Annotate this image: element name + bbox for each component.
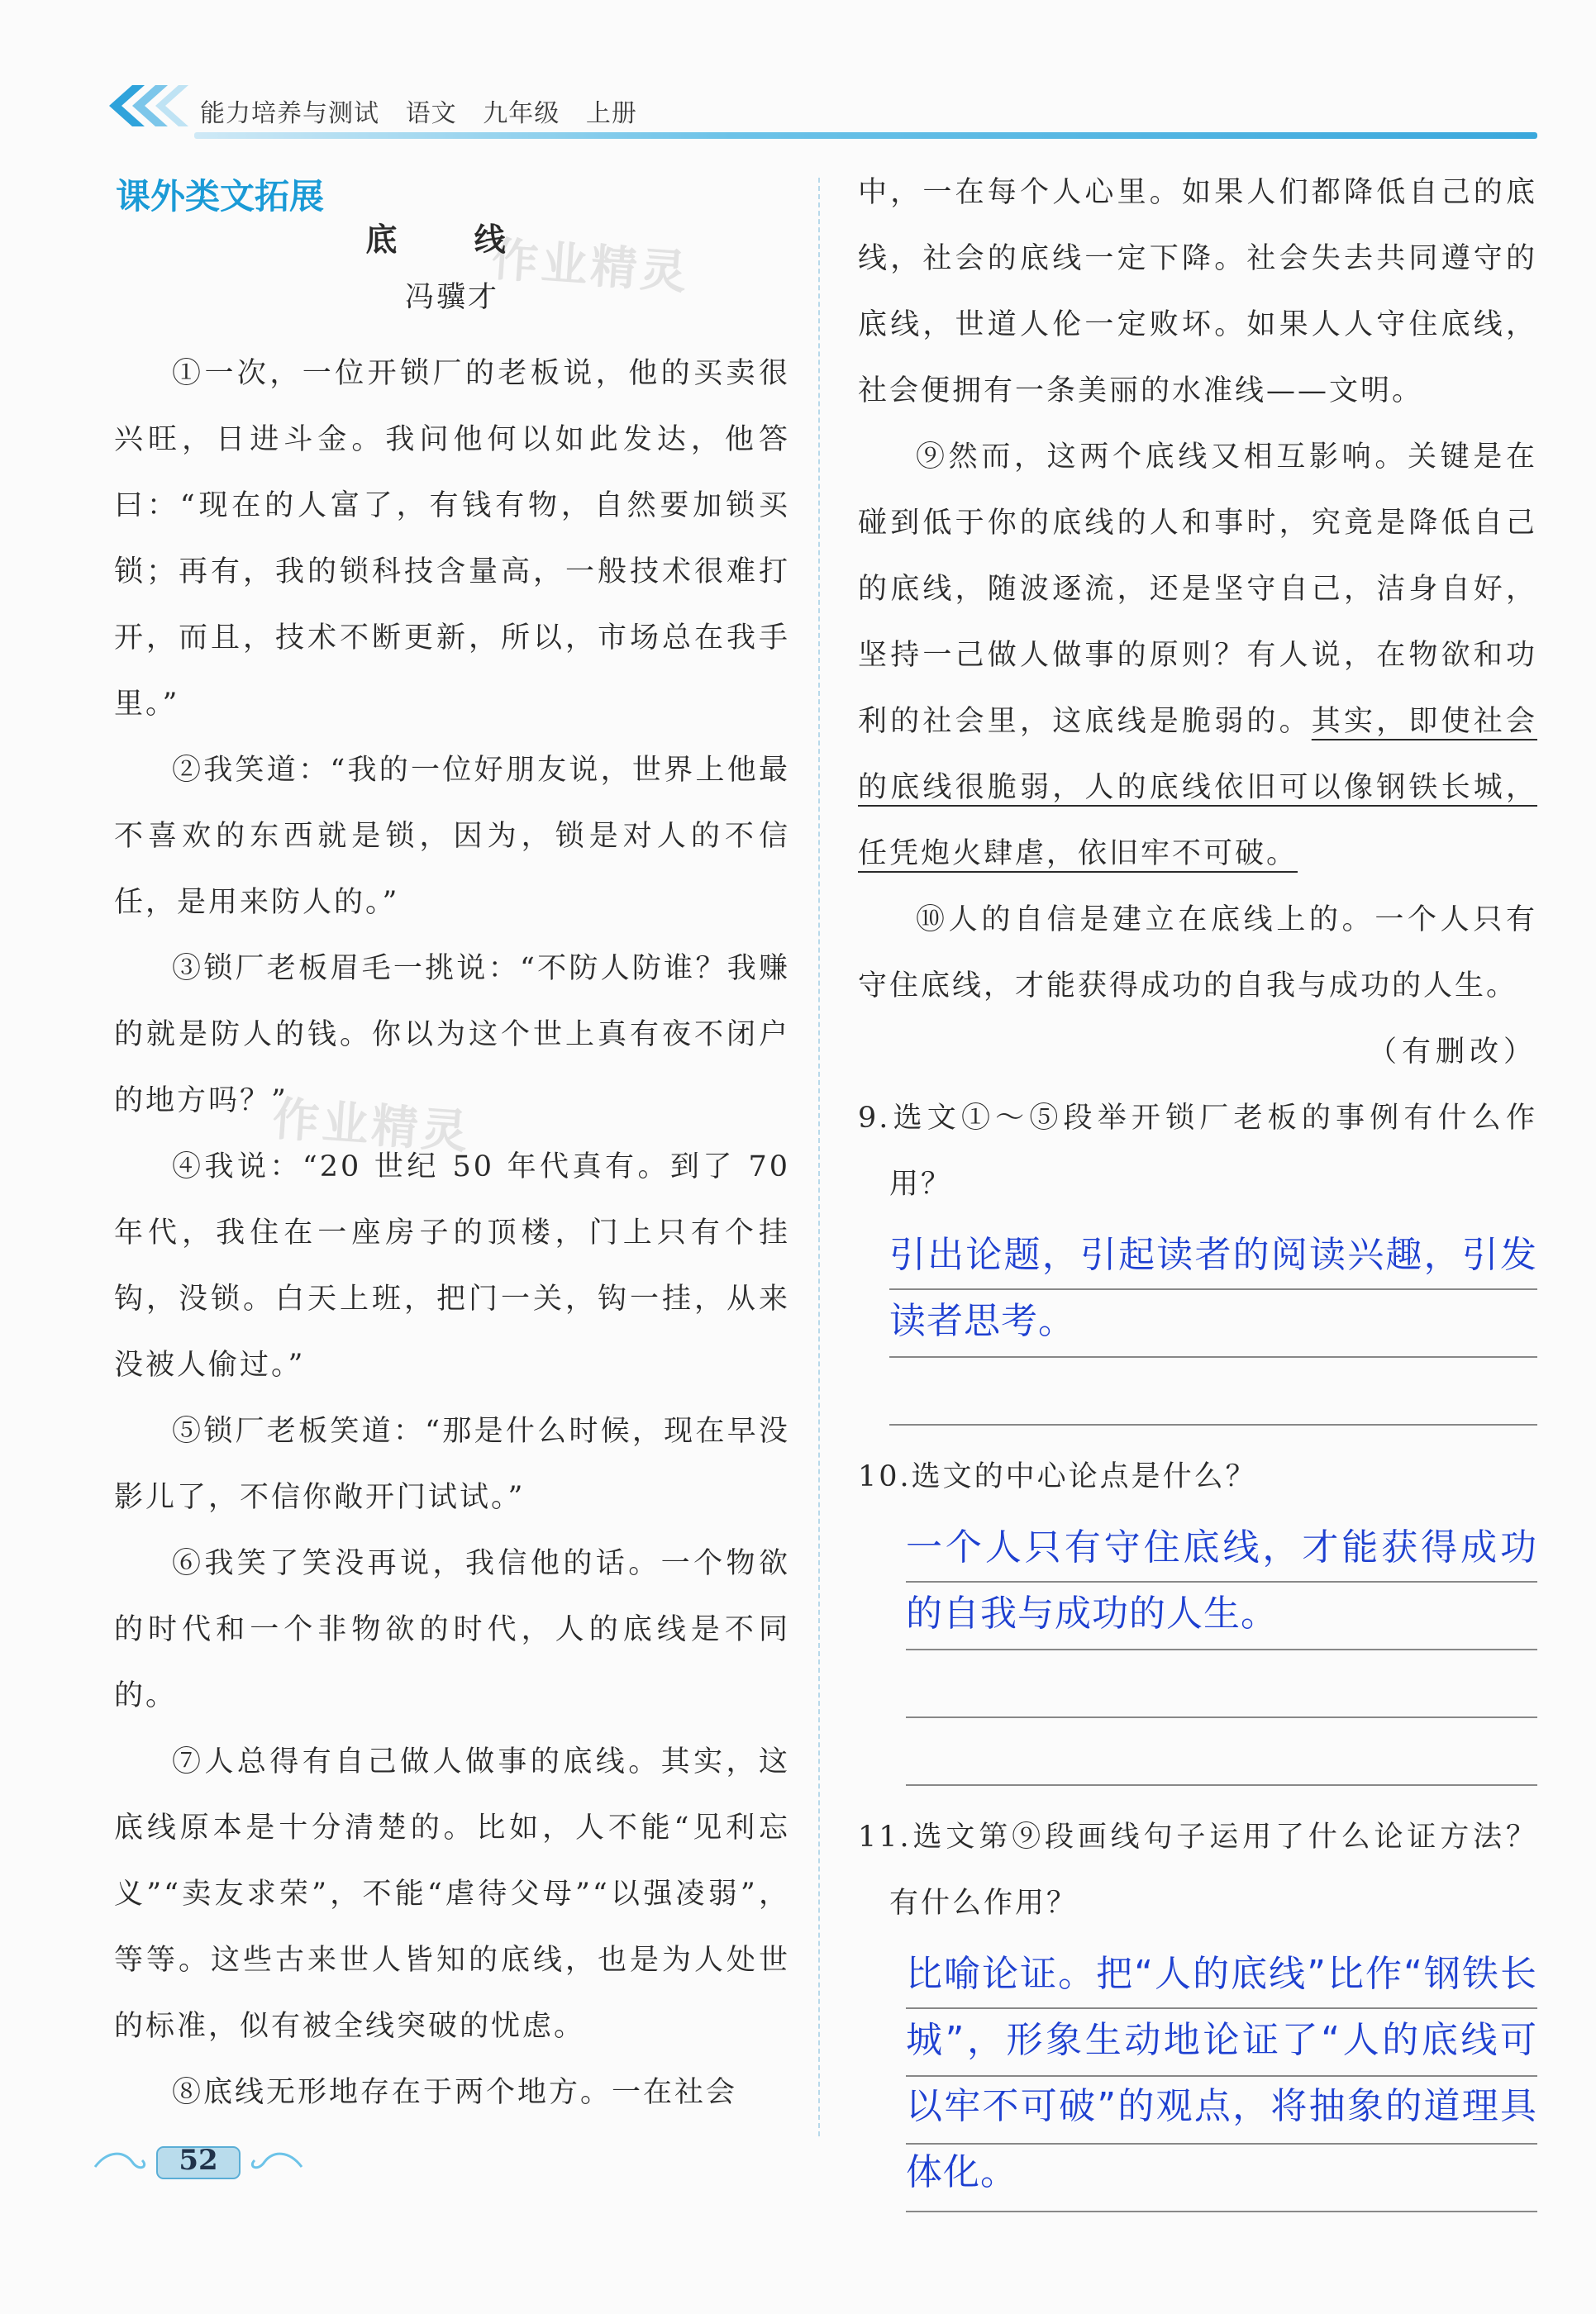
paragraph: ①一次，一位开锁厂的老板说，他的买卖很兴旺，日进斗金。我问他何以如此发达，他答曰：“现在的人富了，有钱有物，自然要加锁买锁；再有，我的锁科技含量高，一般技术很难打开，而且，技术不断更新，所以，市场总在我手里。” [114,357,790,721]
paragraph: ⑦人总得有自己做人做事的底线。其实，这底线原本是十分清楚的。比如，人不能“见利忘义”“卖友求荣”，不能“虐待父母”“以强凌弱”，等等。这些古来世人皆知的底线，也是为人处世的标准，似有被全线突破的忧虑。 [114,1745,790,2043]
paragraph-9 [858,424,1537,887]
paragraph: ④我说：“20 世纪 50 年代真有。到了 70 年代，我住在一座房子的顶楼，门上只有个挂钩，没锁。白天上班，把门一关，钩一挂，从来没被人偷过。” [114,1150,790,1382]
answer-area-9[interactable] [889,1222,1537,1426]
watermark: 作业精灵 [270,1092,473,1160]
question-9 [858,1085,1537,1217]
question-number: 9. [858,1102,891,1135]
question-10 [858,1444,1537,1510]
question-number: 10. [858,1460,912,1493]
answer-area-10[interactable] [906,1515,1537,1786]
handwritten-answer: 一个人只有守住底线，才能获得成功的自我与成功的人生。 [906,1526,1537,1635]
paragraph-9-text: ⑨然而，这两个底线又相互影响。关键是在碰到低于你的底线的人和事时，究竟是降低自己的底线，随波逐流，还是坚守自己，洁身自好，坚持一己做人做事的原则？有人说，在物欲和功利的社会里，这底线是脆弱的。 [858,440,1537,738]
paragraph-10: ⑩人的自信是建立在底线上的。一个人只有守住底线，才能获得成功的自我与成功的人生。 [858,903,1537,1002]
handwritten-answer: 比喻论证。把“人的底线”比作“钢铁长城”，形象生动地论证了“人的底线可以牢不可破”的观点，将抽象的道理具体化。 [906,1953,1537,2193]
question-number: 11. [858,1821,912,1854]
article-title: 底 线 [365,221,539,258]
answer-line [889,1358,1537,1426]
header-rule [194,132,1537,139]
right-column [858,160,1537,2231]
paragraph: ⑤锁厂老板笑道：“那是什么时候，现在早没影儿了，不信你敞开门试试。” [114,1415,790,1514]
column-divider [818,178,820,2136]
question-text: 选文①～⑤段举开锁厂老板的事例有什么作用？ [889,1102,1537,1201]
underlined-sentence: 其实，即使社会的底线很脆弱，人的底线依旧可以像钢铁长城，任凭炮火肆虐，依旧牢不可破。 [858,705,1537,870]
paragraph: ③锁厂老板眉毛一挑说：“不防人防谁？我赚的就是防人的钱。你以为这个世上真有夜不闭户的地方吗？” [114,952,790,1117]
chevron-logo-icon [99,81,190,131]
section-title: 课外类文拓展 [116,176,325,217]
watermark: 作业精灵 [489,232,692,301]
header-text: 能力培养与测试 语文 九年级 上册 [200,99,637,128]
paragraph: ⑧底线无形地存在于两个地方。一在社会 [172,2076,738,2109]
paragraph-continuation: 中，一在每个人心里。如果人们都降低自己的底线，社会的底线一定下降。社会失去共同遵守的底线，世道人伦一定败坏。如果人人守住底线，社会便拥有一条美丽的水准线——文明。 [858,176,1537,407]
answer-line [906,1718,1537,1786]
handwritten-answer: 引出论题，引起读者的阅读兴趣，引发读者思考。 [889,1234,1537,1342]
left-column [114,207,790,2126]
question-11 [858,1804,1537,1936]
question-text: 选文的中心论点是什么？ [911,1460,1257,1493]
article-author: 冯骥才 [404,281,499,314]
page-header [99,81,1537,139]
paragraph: ②我笑道：“我的一位好朋友说，世界上他最不喜欢的东西就是锁，因为，锁是对人的不信任，是用来防人的。” [114,754,790,919]
answer-area-11[interactable] [906,1941,1537,2212]
source-note: （有删改） [1367,1036,1537,1069]
paragraph: ⑥我笑了笑没再说，我信他的话。一个物欲的时代和一个非物欲的时代，人的底线是不同的。 [114,1547,790,1712]
page-number: 52 [179,2144,218,2177]
answer-line [906,1650,1537,1718]
question-text: 选文第⑨段画线句子运用了什么论证方法？有什么作用？ [889,1821,1537,1920]
